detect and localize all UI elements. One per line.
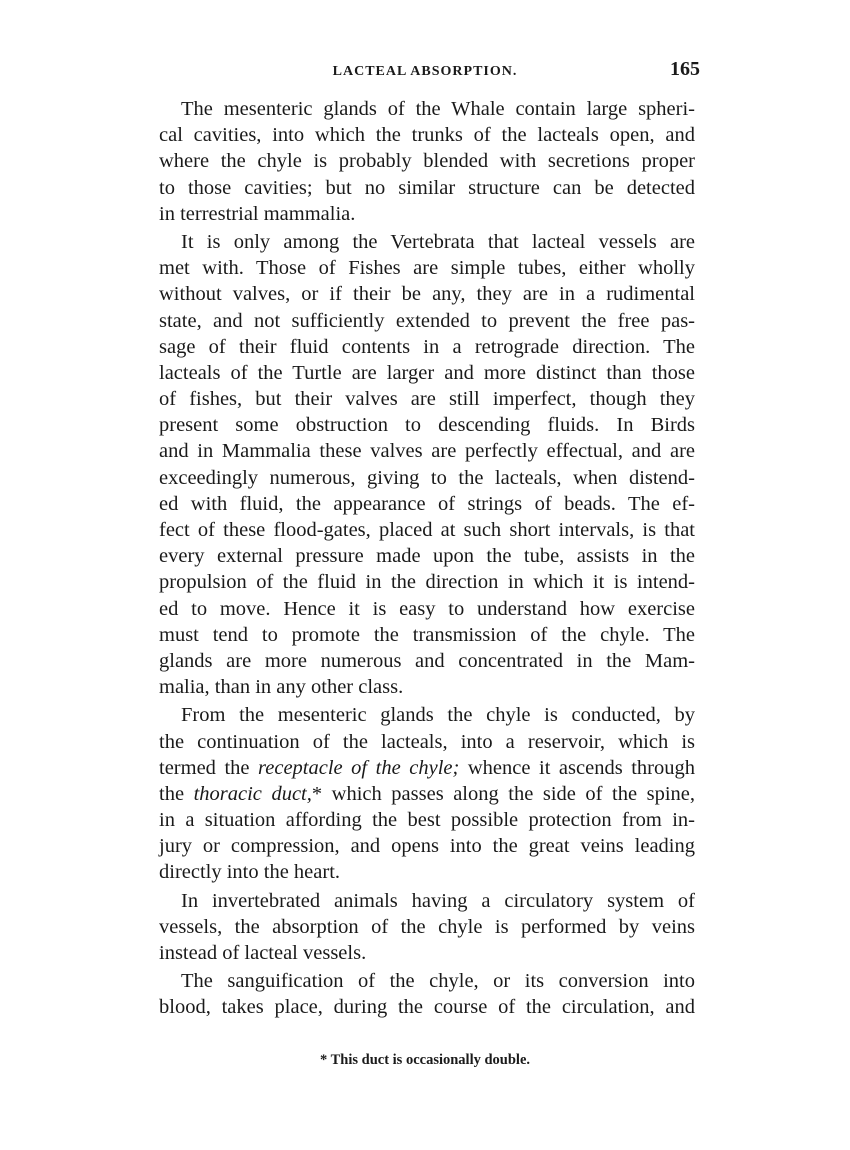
body-line: propulsion of the fluid in the direction in which it is intend- bbox=[159, 571, 695, 594]
body-line: met with. Those of Fishes are simple tubes, either wholly bbox=[159, 257, 695, 280]
italic-term-thoracic-duct: thoracic duct, bbox=[193, 782, 312, 805]
body-line: in terrestrial mammalia. bbox=[159, 202, 356, 225]
text-run: * which passes along the side of the spine, bbox=[311, 782, 696, 805]
body-line: in a situation affording the best possible protection from in- bbox=[159, 809, 695, 832]
body-line: instead of lacteal vessels. bbox=[159, 942, 367, 964]
body-line: ed to move. Hence it is easy to understand how exercise bbox=[159, 597, 695, 620]
running-head bbox=[150, 58, 700, 88]
body-line: blood, takes place, during the course of the circulation, and bbox=[159, 996, 695, 1019]
body-line: of fishes, but their valves are still imperfect, though they bbox=[159, 388, 695, 411]
body-line: The sanguification of the chyle, or its conversion into bbox=[181, 970, 695, 993]
body-text bbox=[159, 96, 695, 1021]
body-line-with-italic bbox=[159, 755, 695, 781]
body-line: vessels, the absorption of the chyle is performed by veins bbox=[159, 915, 695, 938]
body-line: ed with fluid, the appearance of strings of beads. The ef- bbox=[159, 492, 695, 515]
footnote: * This duct is occasionally double. bbox=[319, 1052, 531, 1068]
body-line: In invertebrated animals having a circulatory system of bbox=[181, 889, 695, 912]
body-line: cal cavities, into which the trunks of the lacteals open, and bbox=[159, 124, 695, 147]
body-line: lacteals of the Turtle are larger and more distinct than those bbox=[159, 361, 695, 384]
body-line: without valves, or if their be any, they are in a rudimental bbox=[159, 283, 695, 306]
body-line: From the mesenteric glands the chyle is conducted, by bbox=[181, 704, 695, 727]
body-line: sage of their fluid contents in a retrograde direction. The bbox=[159, 335, 695, 358]
body-line: state, and not sufficiently extended to prevent the free pas- bbox=[159, 309, 695, 332]
running-title: LACTEAL ABSORPTION. bbox=[332, 64, 518, 79]
body-line: malia, than in any other class. bbox=[159, 676, 404, 699]
body-line: to those cavities; but no similar structure can be detected bbox=[159, 176, 695, 199]
body-line-with-italic bbox=[159, 781, 695, 807]
page-number: 165 bbox=[670, 58, 700, 80]
body-line: directly into the heart. bbox=[159, 861, 341, 884]
body-line: exceedingly numerous, giving to the lacteals, when distend- bbox=[159, 466, 695, 489]
text-run: termed the bbox=[159, 756, 259, 779]
text-run: the bbox=[159, 782, 194, 805]
body-line: jury or compression, and opens into the great veins leading bbox=[159, 835, 695, 858]
body-line: every external pressure made upon the tube, assists in the bbox=[159, 545, 695, 568]
body-line: must tend to promote the transmission of the chyle. The bbox=[159, 623, 695, 646]
body-line: glands are more numerous and concentrated in the Mam- bbox=[159, 649, 695, 672]
body-line: where the chyle is probably blended with secretions proper bbox=[159, 150, 695, 173]
body-line: fect of these flood-gates, placed at such short intervals, is that bbox=[159, 519, 695, 541]
body-line: and in Mammalia these valves are perfectly effectual, and are bbox=[159, 440, 695, 463]
body-line: the continuation of the lacteals, into a reservoir, which is bbox=[159, 730, 695, 753]
italic-term-receptacle: receptacle of the chyle; bbox=[258, 756, 460, 779]
body-line: The mesenteric glands of the Whale contain large spheri- bbox=[181, 98, 695, 120]
body-line: It is only among the Vertebrata that lacteal vessels are bbox=[181, 230, 695, 253]
text-run: whence it ascends through bbox=[459, 756, 695, 779]
body-line: present some obstruction to descending fluids. In Birds bbox=[159, 414, 695, 437]
